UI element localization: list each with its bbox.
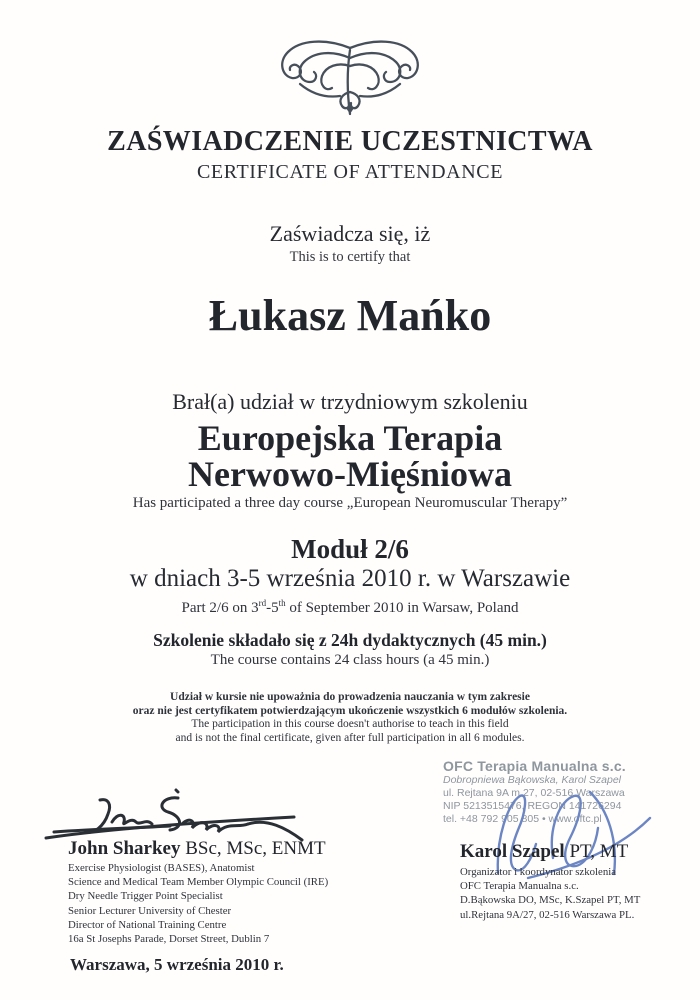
signer-left-name-bold: John Sharkey — [68, 838, 181, 859]
footer-date: Warszawa, 5 września 2010 r. — [70, 955, 284, 974]
course-dates-en-sup1: rd — [258, 598, 267, 608]
stamp-contact: tel. +48 792 905 805 • www.oftc.pl — [443, 813, 602, 825]
signer-right-details — [460, 865, 680, 922]
course-dates-en — [0, 598, 700, 617]
course-title — [0, 420, 700, 492]
certify-line-en: This is to certify that — [289, 249, 411, 265]
signer-left-name — [68, 838, 326, 860]
course-dates-en-part3: of September 2010 in Warsaw, Poland — [285, 600, 519, 616]
signer-right-detail-line: D.Bąkowska DO, MSc, K.Szapel PT, MT — [460, 894, 641, 907]
course-subtitle-en: Has participated a three day course „European Neuromuscular Therapy” — [132, 495, 568, 511]
certificate-title-en: CERTIFICATE OF ATTENDANCE — [196, 161, 504, 183]
certificate-title-pl: ZAŚWIADCZENIE UCZESTNICTWA — [107, 126, 593, 157]
signer-left-detail-line: Exercise Physiologist (BASES), Anatomist — [68, 862, 255, 874]
floral-flourish-ornament-icon — [270, 36, 430, 120]
course-intro-pl: Brał(a) udział w trzydniowym szkoleniu — [172, 389, 528, 414]
disclaimer-en-line1: The participation in this course doesn't authorise to teach in this field — [191, 718, 509, 730]
course-hours-pl: Szkolenie składało się z 24h dydaktycznych (45 min.) — [153, 630, 547, 650]
module-label: Moduł 2/6 — [291, 534, 409, 564]
course-dates-pl: w dniach 3-5 września 2010 r. w Warszawie — [129, 565, 571, 592]
signer-right-detail-line: ul.Rejtana 9A/27, 02-516 Warszawa PL. — [460, 908, 635, 921]
signer-left-detail-line: Science and Medical Team Member Olympic Council (IRE) — [68, 876, 329, 889]
signer-left-detail-line: Senior Lecturer University of Chester — [68, 904, 232, 917]
signer-right-name-bold: Karol Szapel — [460, 841, 565, 862]
signer-left-detail-line: Director of National Training Centre — [68, 918, 227, 931]
disclaimer-pl-line2: oraz nie jest certyfikatem potwierdzającym ukończenie wszystkich 6 modułów szkolenia. — [132, 704, 568, 717]
course-dates-en-sup2: th — [278, 598, 286, 608]
signer-left-detail-line: Dry Needle Trigger Point Specialist — [68, 890, 223, 903]
signer-right-name — [460, 841, 628, 863]
recipient-name: Łukasz Mańko — [208, 291, 492, 340]
disclaimer-en-line2: and is not the final certificate, given after full participation in all 6 modules. — [175, 731, 525, 744]
course-title-line1: Europejska Terapia — [197, 418, 503, 458]
certify-line-pl: Zaświadcza się, iż — [269, 221, 431, 246]
stamp-tax-ids: NIP 5213515476, REGON 141726294 — [443, 800, 622, 812]
stamp-address: ul. Rejtana 9A m.27, 02-516 Warszawa — [443, 787, 625, 799]
course-dates-en-part1: Part 2/6 on 3 — [181, 600, 259, 616]
signer-left-credentials: BSc, MSc, ENMT — [180, 838, 326, 859]
stamp-company-name: OFC Terapia Manualna s.c. — [443, 758, 626, 774]
stamp-owners: Dobropniewa Bąkowska, Karol Szapel — [443, 774, 622, 786]
signer-right-detail-line: Organizator i koordynator szkolenia — [460, 866, 617, 878]
disclaimer-pl-line1: Udział w kursie nie upoważnia do prowadzenia nauczania w tym zakresie — [170, 691, 530, 703]
course-dates-en-part2: -5 — [266, 600, 279, 616]
signer-left-details — [68, 861, 348, 946]
signer-left-detail-line: 16a St Josephs Parade, Dorset Street, Dublin 7 — [68, 933, 270, 946]
signer-right-credentials: PT, MT — [564, 841, 629, 862]
course-hours-en: The course contains 24 class hours (a 45 min.) — [210, 652, 490, 668]
disclaimer-block — [0, 691, 700, 745]
course-title-line2: Nerwowo-Mięśniowa — [188, 454, 512, 494]
signer-right-detail-line: OFC Terapia Manualna s.c. — [460, 880, 579, 893]
